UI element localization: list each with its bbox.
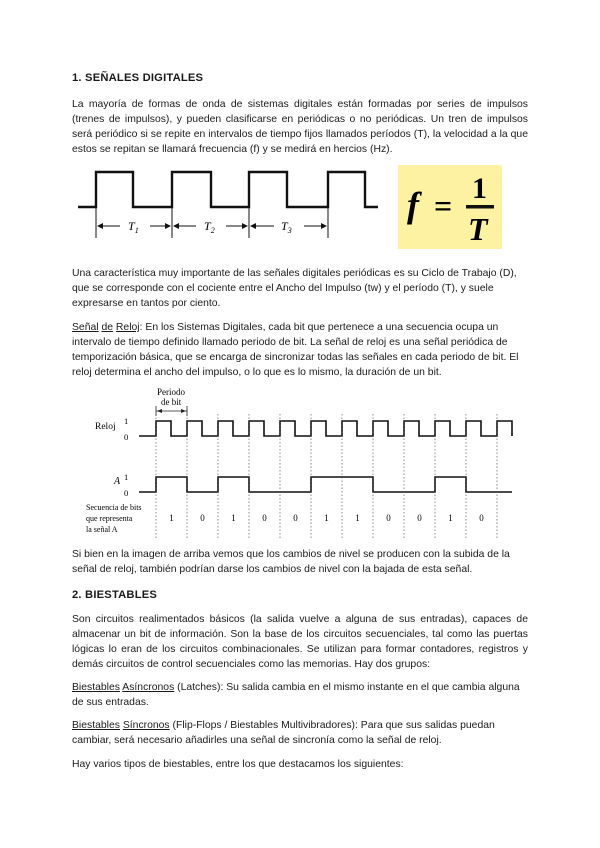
bit-value: 0 — [417, 513, 422, 523]
pulse-train-diagram — [78, 168, 380, 248]
signal-a-level-low: 0 — [124, 488, 129, 498]
bit-sequence-label-2: que representa — [86, 514, 133, 523]
bit-sequence-label-3: la señal A — [86, 525, 118, 534]
formula-equals: = — [434, 188, 453, 224]
signal-a-waveform — [139, 477, 512, 492]
sync-definition-text: (Flip-Flops / Biestables Multivibradores): Para que sus salidas puedan cambiar, será necesario añadirles una señal de sincronía como la señal de reloj. — [72, 720, 495, 746]
frequency-formula — [398, 165, 502, 249]
bit-value: 1 — [324, 513, 329, 523]
sync-term-sincronos: Síncronos — [122, 720, 170, 731]
signal-a-level-high: 1 — [124, 472, 129, 482]
signals-intro-paragraph: La mayoría de formas de onda de sistemas digitales están formadas por series de impulsos (trenes de impulsos), y pueden clasificarse en periódicas o no periódicas. Un tren de impulsos será periódico si se repite en intervalos de tiempo fijos llamados períodos (T), la velocidad a la que estos se repitan se llamará frecuencia (f) y se medirá en hercios (Hz). — [72, 99, 528, 155]
clock-waveform — [139, 421, 512, 436]
period-label-t2: $T_2$ — [204, 219, 215, 235]
bit-value: 0 — [262, 513, 267, 523]
clock-definition-text: : En los Sistemas Digitales, cada bit que pertenece a una secuencia ocupa un intervalo de tiempo definido llamado periodo de bit. La señal de reloj es una señal periódica de temporización básica, que se encarga de sincronizar todas las señales en cada periodo de bit. El reloj determina el ancho del impulso, o lo que es lo mismo, la duración de un bit. — [72, 322, 519, 378]
period-label-t1: $T_1$ — [128, 219, 139, 235]
bit-value: 0 — [386, 513, 391, 523]
section-1-heading: 1. SEÑALES DIGITALES — [72, 72, 204, 84]
bit-value: 0 — [479, 513, 484, 523]
clock-row-label: Reloj — [95, 422, 116, 432]
formula-denominator: T — [468, 211, 488, 247]
async-definition-text: (Latches): Su salida cambia en el mismo instante en el que cambia alguna de sus entradas. — [72, 682, 520, 708]
flipflops-intro-paragraph: Son circuitos realimentados básicos (la salida vuelve a alguna de sus entradas), capaces de almacenar un bit de información. Son la base de los circuitos secuenciales, tal como las puertas lógicas lo eran de los circuitos combinacionales. Se utilizan para formar contadores, registros y demás circuitos de control secuenciales como las memorias. Hay dos grupos: — [72, 614, 528, 670]
bit-value: 1 — [169, 513, 174, 523]
clock-level-low: 0 — [124, 432, 129, 442]
async-term-biestables: Biestables — [72, 682, 120, 693]
bit-value: 1 — [231, 513, 236, 523]
clock-level-high: 1 — [124, 416, 129, 426]
level-change-note-paragraph: Si bien en la imagen de arriba vemos que los cambios de nivel se producen con la subida de la señal de reloj, también podrían darse los cambios de nivel con la bajada de esta señal. — [72, 549, 510, 575]
clock-term-senal: Señal — [72, 322, 99, 333]
pulse-train-waveform — [78, 172, 378, 207]
bit-value: 0 — [293, 513, 298, 523]
bit-value: 1 — [448, 513, 453, 523]
async-term-asincronos: Asíncronos — [122, 682, 175, 693]
bit-value: 0 — [200, 513, 205, 523]
formula-fraction-bar — [466, 205, 494, 209]
clock-signal-paragraph — [72, 320, 528, 380]
bit-value: 1 — [355, 513, 360, 523]
async-flipflops-paragraph — [72, 680, 528, 710]
sync-flipflops-paragraph — [72, 718, 528, 748]
bit-period-label-2: de bit — [161, 397, 182, 407]
formula-numerator: 1 — [472, 172, 487, 205]
clock-timing-diagram — [84, 384, 516, 542]
clock-term-de: de — [101, 322, 114, 333]
clock-term-reloj: Reloj — [115, 322, 140, 333]
formula-f: f — [407, 185, 419, 225]
period-label-t3: $T_3$ — [281, 219, 292, 235]
flipflop-types-intro: Hay varios tipos de biestables, entre los que destacamos los siguientes: — [72, 759, 404, 770]
section-2-heading: 2. BIESTABLES — [72, 589, 158, 601]
bit-sequence-values — [169, 513, 484, 523]
signal-a-label: A — [114, 476, 121, 487]
sync-term-biestables: Biestables — [72, 720, 120, 731]
duty-cycle-paragraph: Una característica muy importante de las señales digitales periódicas es su Ciclo de Trabajo (D), que se corresponde con el cociente entre el Ancho del Impulso (tw) y el período (T), y suele expresarse en tantos por ciento. — [72, 268, 517, 309]
bit-period-label-1: Periodo — [157, 387, 185, 397]
bit-sequence-label-1: Secuencia de bits — [86, 503, 142, 512]
frequency-formula-box — [398, 165, 502, 249]
